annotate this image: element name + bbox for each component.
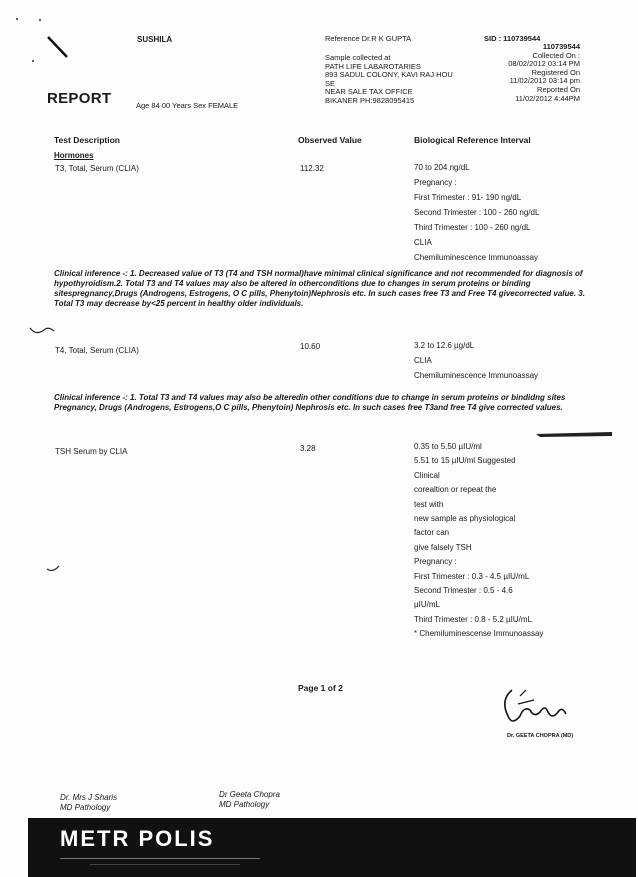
footer-rule (90, 864, 240, 865)
reference-line: Second Trimester : 0.5 - 4.6 (414, 586, 513, 596)
reference-line: First Trimester : 0.3 - 4.5 µIU/mL (414, 571, 530, 581)
signatory-title: MD Pathology (60, 803, 111, 812)
test-name-t3: T3, Total, Serum (CLIA) (55, 164, 139, 173)
referring-doctor: Reference Dr.R K GUPTA (325, 34, 412, 43)
scan-squiggle (47, 566, 59, 570)
collected-on-label: Collected On : (532, 50, 580, 60)
corner-slash-mark (48, 37, 67, 57)
reported-on-value: 11/02/2012 4:44PM (515, 93, 580, 103)
reference-line: Pregnancy : (414, 557, 457, 567)
signatory-middle (219, 790, 280, 810)
reference-line: 5.51 to 15 µIU/ml Suggested (414, 456, 516, 466)
section-title: Hormones (54, 151, 94, 160)
lab-address-line: SE (325, 78, 336, 88)
reference-interval-t3 (414, 160, 539, 265)
signature-mark (518, 690, 534, 704)
signatory-left (60, 793, 117, 813)
registered-on-value: 11/02/2012 03:14 pm (509, 76, 580, 86)
reference-line: * Chemiluminescense Immunoassay (414, 629, 544, 639)
clinical-inference-t3: Clinical inference -: 1. Decreased value of T3 (T4 and TSH normal)have minimal clinical significance and not recommended for diagnosis of hypothyroidism.2. Total T3 and T4 values may also be altered in otherconditions due to changes in serum proteins or binding sitespregnancy,Drugs (Androgens, Estrogens, O C pills, Phenytoin)Nephrosis etc. In such cases free T3 and Free T4 givecorrected value. 3. Total T3 may decrease by<25 percent in healthy older individuals. (54, 269, 585, 308)
collected-on-value: 08/02/2012 03:14 PM (508, 59, 580, 69)
scan-squiggle (30, 328, 54, 333)
reference-line: CLIA (414, 356, 432, 365)
signature-mark (505, 690, 566, 721)
registered-on-label: Registered On (531, 67, 580, 77)
scan-dot (16, 18, 18, 20)
reference-line: corealtion or repeat the (414, 485, 497, 495)
test-name-t4: T4, Total, Serum (CLIA) (55, 346, 139, 355)
reference-line: 70 to 204 ng/dL (414, 163, 470, 172)
column-header-reference: Biological Reference Interval (414, 135, 531, 145)
footer-brand-logo: METR POLIS (60, 826, 215, 851)
footer-rule (60, 858, 260, 859)
test-name-tsh: TSH Serum by CLIA (55, 447, 128, 456)
reference-line: Second Trimester : 100 - 260 ng/dL (414, 208, 540, 217)
signature-caption: Dr. GEETA CHOPRA (MD) (507, 733, 574, 739)
test-value-t3: 112.32 (300, 164, 324, 173)
reference-interval-tsh (414, 440, 543, 642)
column-header-description: Test Description (54, 135, 120, 145)
reference-line: 3.2 to 12.6 µg/dL (414, 341, 475, 350)
reference-interval-t4 (414, 338, 538, 383)
lab-address-line: NEAR SALE TAX OFFICE (325, 87, 413, 97)
sid-label: SID : 110739544 (484, 34, 541, 43)
reference-line: Third Trimester : 100 - 260 ng/dL (414, 223, 531, 232)
reference-line: give falsely TSH (414, 542, 472, 552)
signatory-name: Dr Geeta Chopra (219, 790, 280, 799)
reference-line: Chemiluminescence Immunoassay (414, 253, 539, 262)
scan-dot (32, 60, 34, 62)
patient-name: SUSHILA (137, 35, 173, 44)
collection-lab-block (325, 54, 475, 106)
reference-line: 0.35 to 5.50 µIU/ml (414, 442, 482, 451)
lab-address-line: BIKANER PH:9828095415 (325, 95, 415, 105)
reference-line: Pregnancy : (414, 178, 457, 187)
signatory-title: MD Pathology (219, 800, 270, 809)
reference-line: test with (414, 499, 444, 509)
reference-line: factor can (414, 528, 450, 538)
reference-line: new sample as physiological (414, 514, 516, 524)
reference-line: First Trimester : 91- 190 ng/dL (414, 193, 522, 202)
test-value-t4: 10.60 (300, 342, 321, 351)
scan-dot (39, 19, 41, 21)
page-number: Page 1 of 2 (298, 683, 343, 693)
dates-block (508, 43, 580, 103)
reference-line: Third Trimester : 0.8 - 5.2 µIU/mL (414, 614, 532, 624)
reported-on-label: Reported On (537, 84, 580, 94)
report-title: REPORT (47, 90, 112, 107)
reference-line: Chemiluminescence Immunoassay (414, 371, 539, 380)
test-value-tsh: 3.28 (300, 444, 316, 453)
reference-line: CLIA (414, 238, 432, 247)
clinical-inference-t4: Clinical inference -: 1. Total T3 and T4 values may also be alteredin other conditions due to change in serum proteins or bindidng sites Pregnancy, Drugs (Androgens, Estrogens,O C pills, Phenytoin) Nephrosis etc. In such cases free T3and free T4 give corrected values. (54, 393, 566, 412)
collected-at-label: Sample collected at (325, 53, 391, 62)
lab-address-line: 893 SADUL COLONY, KAVI RAJ HOU (325, 70, 453, 80)
signatory-name: Dr. Mrs J Sharis (60, 793, 118, 802)
reference-line: Clinical (414, 470, 440, 480)
column-header-observed: Observed Value (298, 135, 362, 145)
reference-line: µIU/mL (414, 600, 440, 610)
sid-number: 110739544 (542, 42, 580, 51)
scan-smudge (536, 432, 612, 437)
patient-age-sex: Age 84 00 Years Sex FEMALE (136, 101, 239, 110)
lab-name: PATH LIFE LABAROTARIES (325, 61, 421, 71)
